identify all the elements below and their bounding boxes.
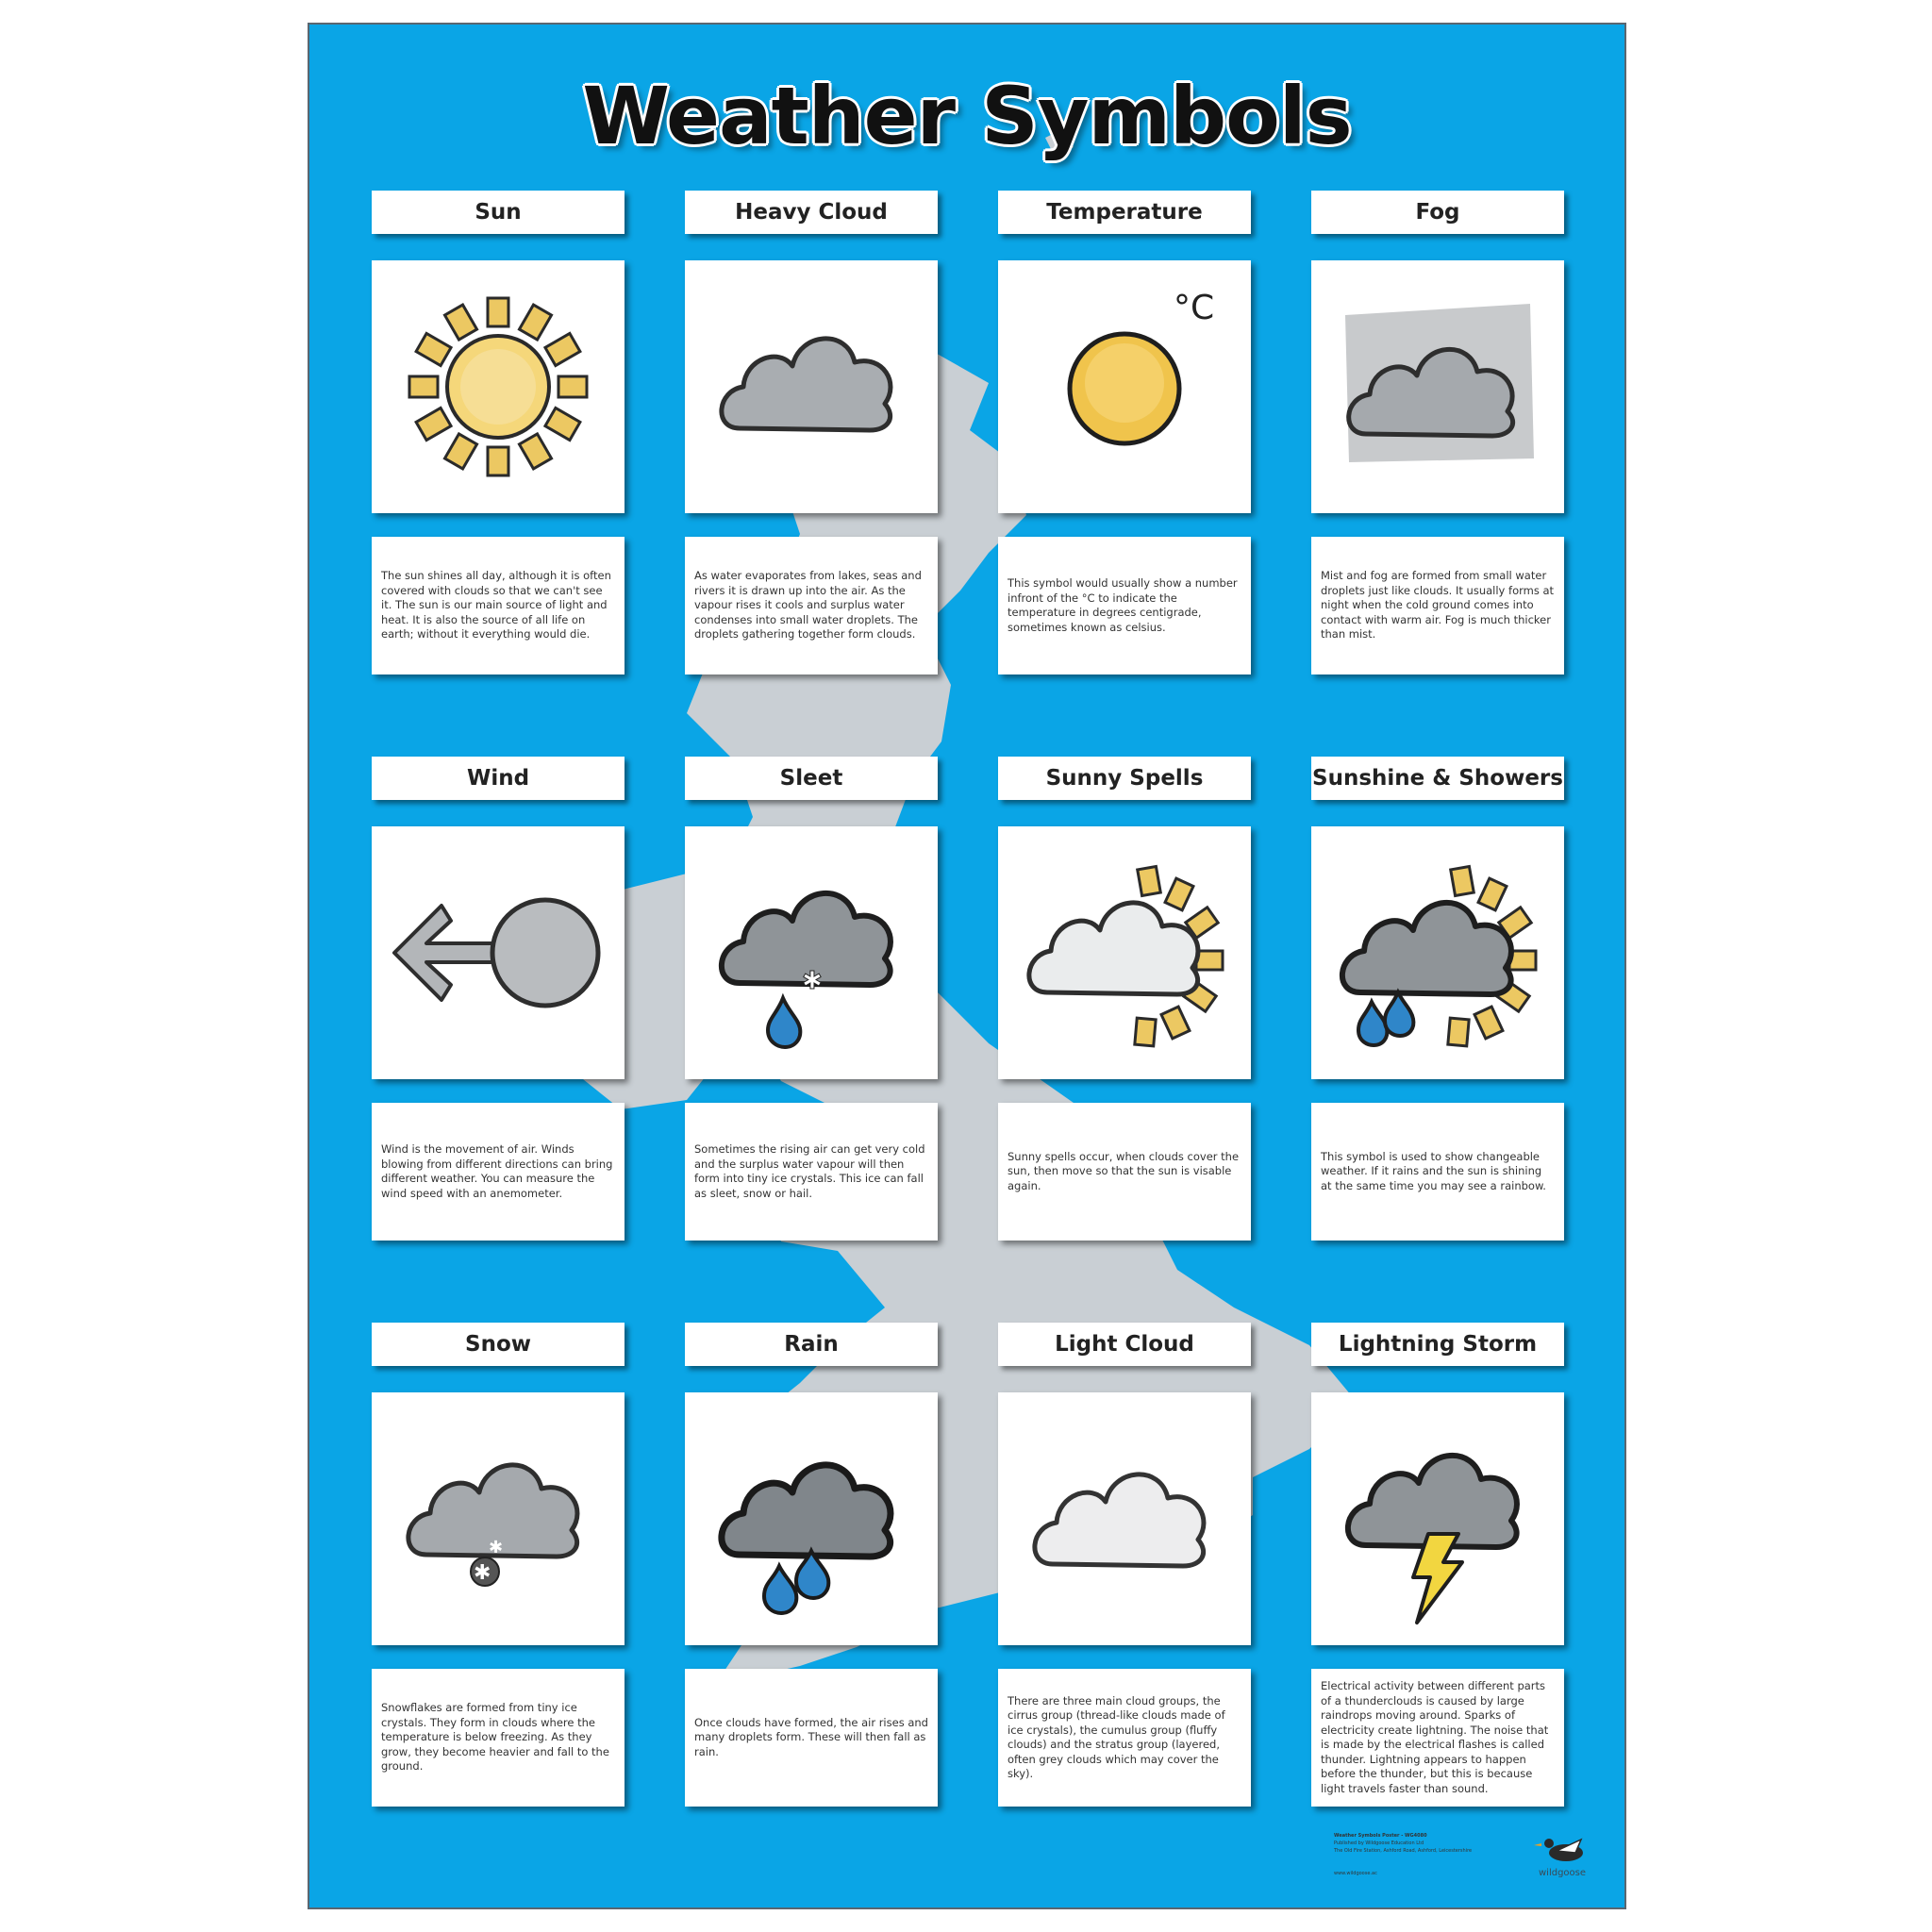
card-description-light-cloud: There are three main cloud groups, the cirrus group (thread-like clouds made of ice crystals), the cumulus group (fluffy clouds) and the stratus group (layered, often grey clouds which may cover the sky). (998, 1669, 1251, 1807)
card-description-sleet: Sometimes the rising air can get very cold and the surplus water vapour will then form into tiny ice crystals. This ice can fall as sleet, snow or hail. (685, 1103, 938, 1241)
card-description-sun: The sun shines all day, although it is often covered with clouds so that we can't see it. The sun is our main source of light and heat. It is also the source of all life on earth; without it everything would die. (372, 537, 625, 675)
snow-icon (372, 1392, 625, 1645)
temperature-icon (998, 260, 1251, 513)
poster-title: Weather Symbols (582, 70, 1352, 162)
publisher-footer (1334, 1832, 1523, 1877)
card-description-snow: Snowflakes are formed from tiny ice crystals. They form in clouds where the temperature is below freezing. As they grow, they become heavier and fall to the ground. (372, 1669, 625, 1807)
sun-icon (372, 260, 625, 513)
card-title-sunshine-showers: Sunshine & Showers (1311, 757, 1564, 800)
card-title-light-cloud: Light Cloud (998, 1323, 1251, 1366)
card-description-sunshine-showers: This symbol is used to show changeable weather. If it rains and the sun is shining at the same time you may see a rainbow. (1311, 1103, 1564, 1241)
card-title-sun: Sun (372, 191, 625, 234)
icon-box-lightning-storm (1311, 1392, 1564, 1645)
sunny-spells-icon (998, 826, 1251, 1079)
card-description-wind: Wind is the movement of air. Winds blowing from different directions can bring different weather. You can measure the wind speed with an anemometer. (372, 1103, 625, 1241)
icon-box-wind (372, 826, 625, 1079)
icon-box-sleet (685, 826, 938, 1079)
sunshine-showers-icon (1311, 826, 1564, 1079)
icon-box-light-cloud (998, 1392, 1251, 1645)
wind-icon (372, 826, 625, 1079)
icon-box-sunshine-showers (1311, 826, 1564, 1079)
card-description-rain: Once clouds have formed, the air rises and many droplets form. These will then fall as rain. (685, 1669, 938, 1807)
sleet-icon (685, 826, 938, 1079)
card-description-sunny-spells: Sunny spells occur, when clouds cover the sun, then move so that the sun is visable again. (998, 1103, 1251, 1241)
card-title-temperature: Temperature (998, 191, 1251, 234)
heavy-cloud-icon (685, 260, 938, 513)
card-description-heavy-cloud: As water evaporates from lakes, seas and rivers it is drawn up into the air. As the vapour rises it cools and surplus water condenses into small water droplets. The droplets gathering together form clouds. (685, 537, 938, 675)
lightning-storm-icon (1311, 1392, 1564, 1645)
card-title-lightning-storm: Lightning Storm (1311, 1323, 1564, 1366)
card-title-wind: Wind (372, 757, 625, 800)
icon-box-sunny-spells (998, 826, 1251, 1079)
icon-box-sun (372, 260, 625, 513)
fog-icon (1311, 260, 1564, 513)
light-cloud-icon (998, 1392, 1251, 1645)
card-title-sunny-spells: Sunny Spells (998, 757, 1251, 800)
goose-icon (1528, 1830, 1596, 1868)
footer-line-3: The Old Fire Station, Ashford Road, Ashford, Leicestershire (1334, 1848, 1473, 1854)
card-title-snow: Snow (372, 1323, 625, 1366)
rain-icon (685, 1392, 938, 1645)
card-description-lightning-storm: Electrical activity between different parts of a thunderclouds is caused by large raindrops moving around. Sparks of electricity create lightning. The noise that is made by the electrical flashes is called thunder. Lightning appears to happen before the thunder, but this is because light travels faster than sound. (1311, 1669, 1564, 1807)
card-title-rain: Rain (685, 1323, 938, 1366)
svg-text:✱: ✱ (489, 1538, 504, 1557)
footer-line-2: Published by Wildgoose Education Ltd (1334, 1840, 1424, 1846)
card-title-sleet: Sleet (685, 757, 938, 800)
card-title-fog: Fog (1311, 191, 1564, 234)
icon-box-fog (1311, 260, 1564, 513)
svg-text:✱: ✱ (474, 1561, 491, 1585)
card-title-heavy-cloud: Heavy Cloud (685, 191, 938, 234)
footer-line-1: Weather Symbols Poster - WG4080 (1334, 1833, 1427, 1839)
icon-box-heavy-cloud (685, 260, 938, 513)
icon-box-rain (685, 1392, 938, 1645)
celsius-label: °C (1174, 289, 1215, 327)
card-description-temperature: This symbol would usually show a number infront of the °C to indicate the temperature in degrees centigrade, sometimes known as celsius. (998, 537, 1251, 675)
footer-url: www.wildgoose.ac (1334, 1871, 1377, 1876)
svg-text:✱: ✱ (802, 967, 823, 995)
icon-box-snow (372, 1392, 625, 1645)
poster (308, 23, 1626, 1909)
icon-box-temperature (998, 260, 1251, 513)
wildgoose-logo (1528, 1830, 1596, 1879)
logo-wordmark: wildgoose (1538, 1868, 1587, 1878)
card-description-fog: Mist and fog are formed from small water droplets just like clouds. It usually forms at night when the cold ground comes into contact with warm air. Fog is much thicker than mist. (1311, 537, 1564, 675)
